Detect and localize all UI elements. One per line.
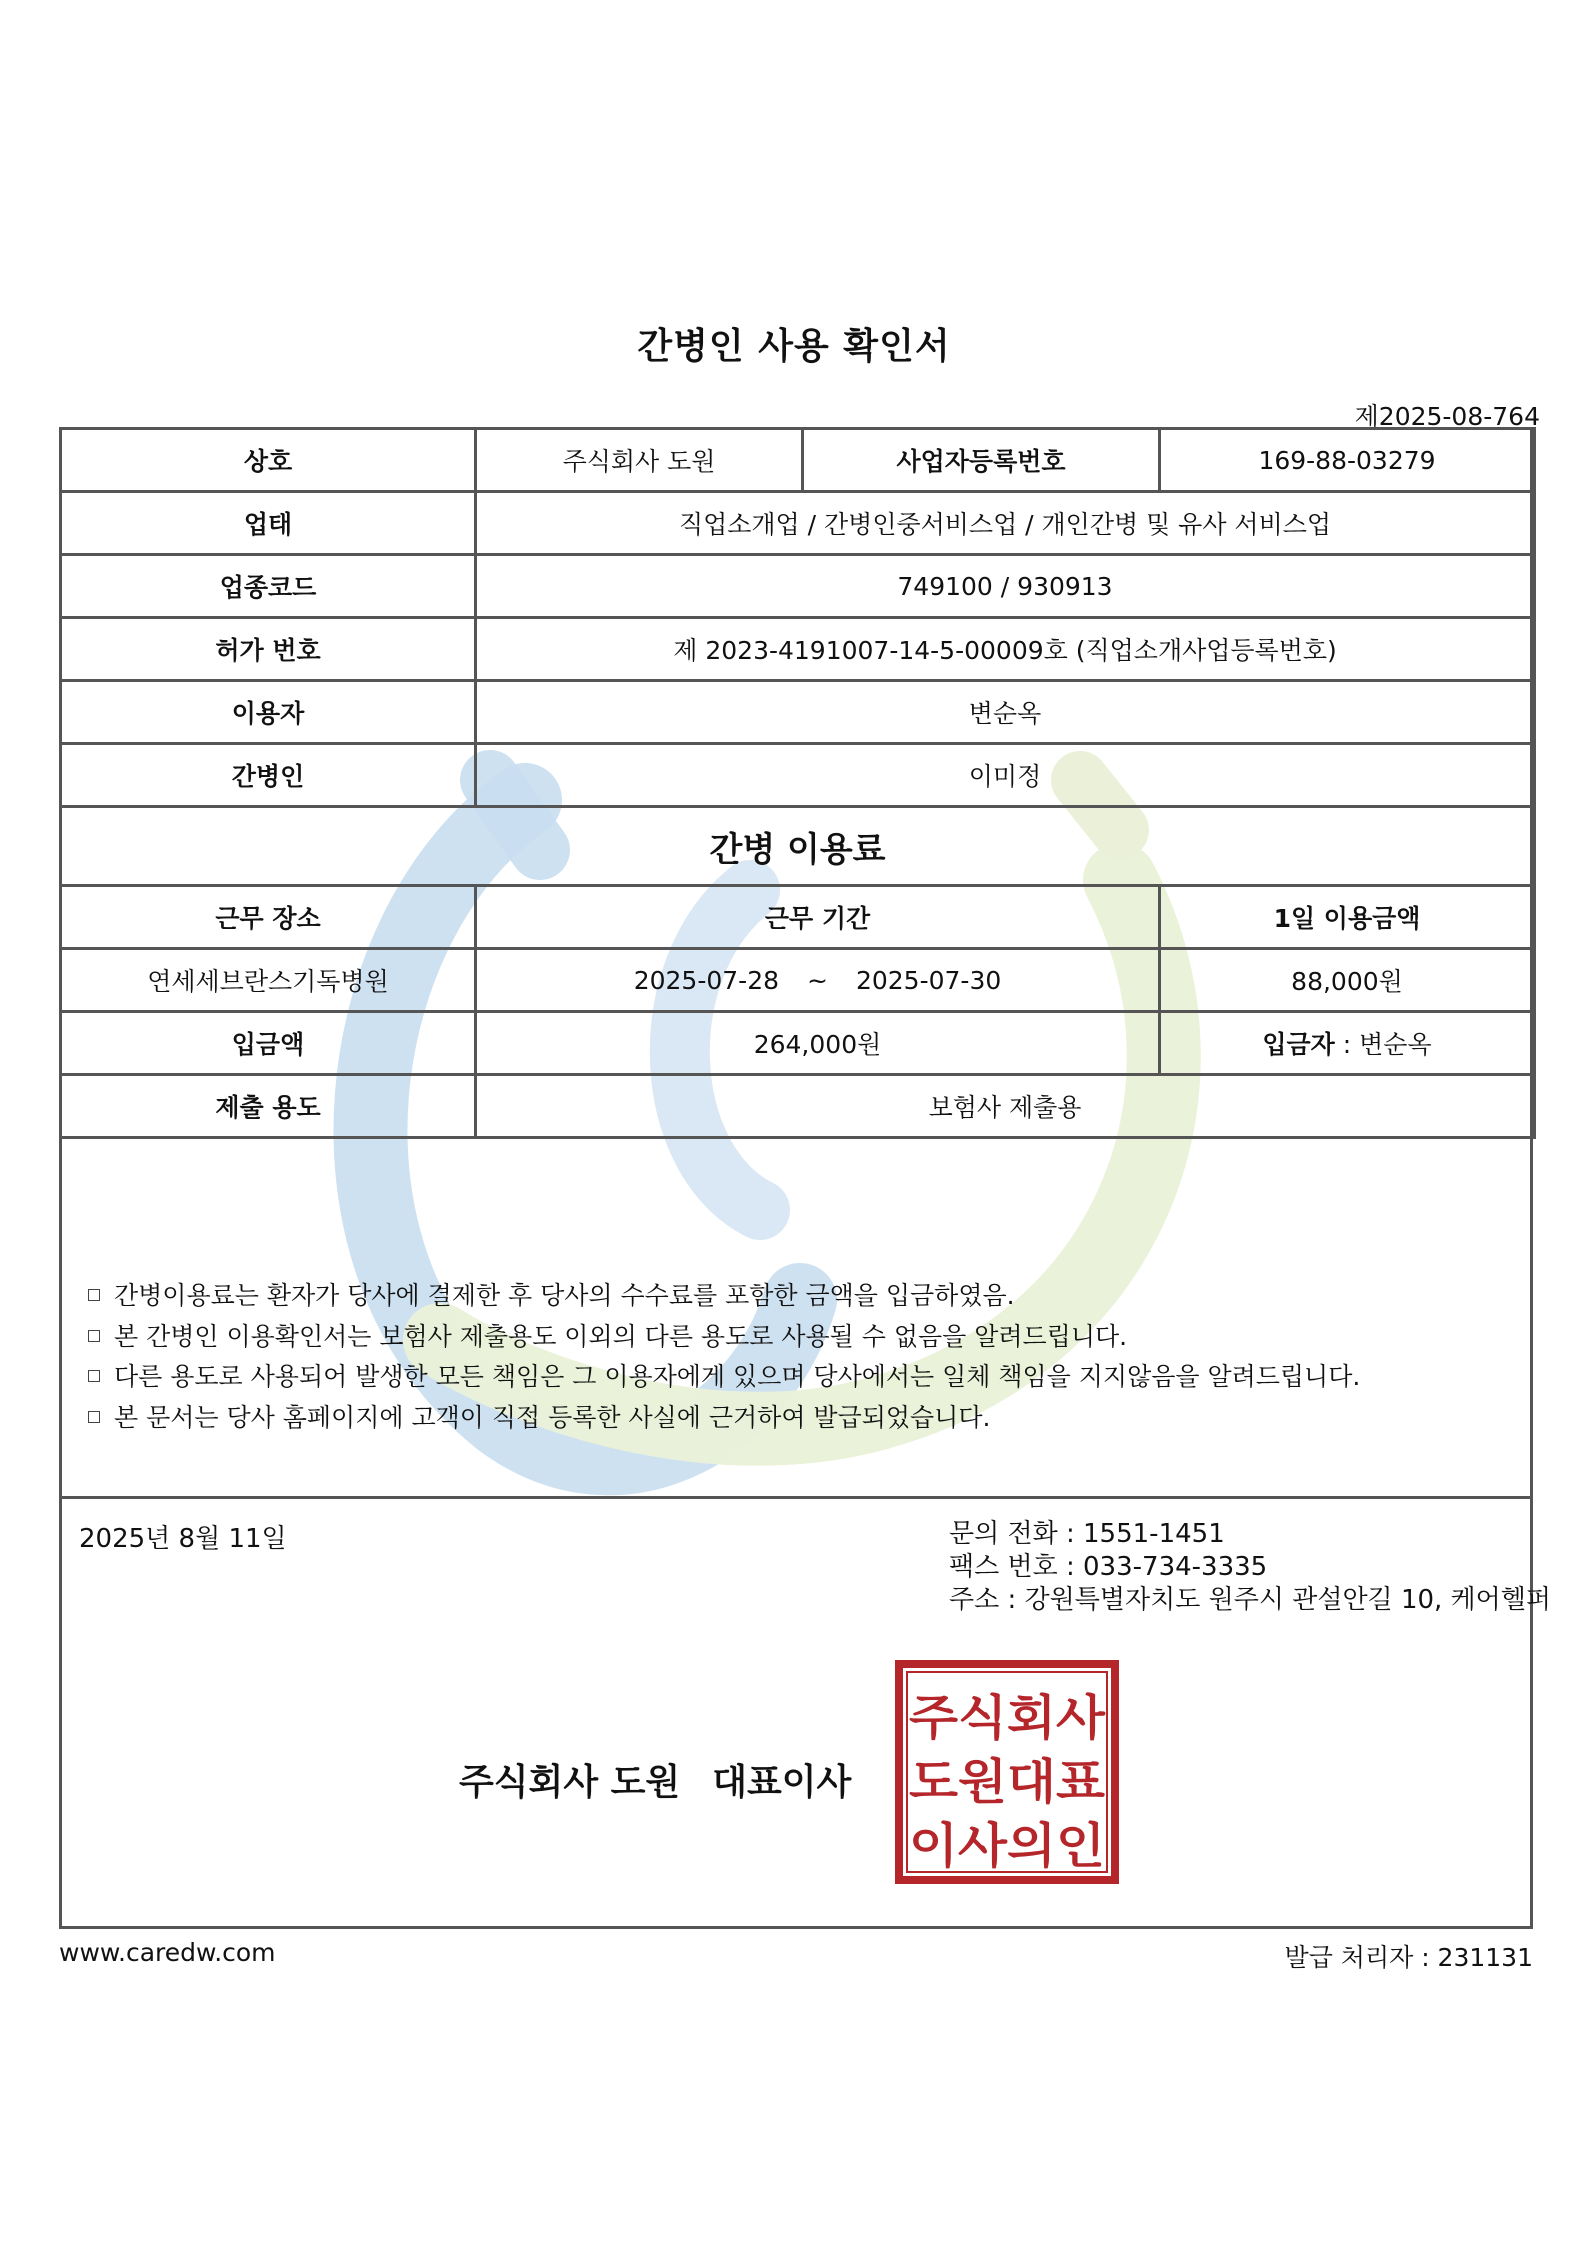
company-seal-icon bbox=[895, 1660, 1119, 1884]
depositor-cell bbox=[1160, 1012, 1535, 1075]
signature-line bbox=[459, 1754, 851, 1805]
workplace-label: 근무 장소 bbox=[61, 886, 476, 949]
note-text: 간병이용료는 환자가 당사에 결제한 후 당사의 수수료를 포함한 금액을 입금하였음. bbox=[114, 1281, 1015, 1310]
document-title: 간병인 사용 확인서 bbox=[637, 326, 951, 367]
daily-amount-value: 88,000원 bbox=[1160, 949, 1535, 1012]
caregiver-value: 이미정 bbox=[476, 744, 1535, 807]
document-number: 제2025-08-764 bbox=[1354, 402, 1540, 431]
row-business-type bbox=[61, 492, 1535, 555]
footer-divider bbox=[59, 1496, 1533, 1499]
period-value bbox=[476, 949, 1160, 1012]
period-tilde: ~ bbox=[807, 965, 828, 995]
note-item bbox=[88, 1357, 1360, 1398]
company-sign-name: 주식회사 도원 bbox=[459, 1762, 681, 1803]
square-bullet-icon bbox=[88, 1370, 100, 1382]
fee-section-title: 간병 이용료 bbox=[61, 807, 1535, 886]
row-trade-name bbox=[61, 429, 1535, 492]
row-fee-section bbox=[61, 807, 1535, 886]
notes-list bbox=[88, 1276, 1360, 1438]
period-end: 2025-07-30 bbox=[855, 965, 1002, 995]
phone-line: 문의 전화 : 1551-1451 bbox=[949, 1519, 1225, 1549]
trade-name-value: 주식회사 도원 bbox=[476, 429, 803, 492]
seal-line-2: 도원대표 bbox=[909, 1754, 1106, 1810]
industry-code-label: 업종코드 bbox=[61, 555, 476, 618]
daily-amount-label: 1일 이용금액 bbox=[1160, 886, 1535, 949]
row-deposit bbox=[61, 1012, 1535, 1075]
period-start: 2025-07-28 bbox=[633, 965, 780, 995]
deposit-value: 264,000원 bbox=[476, 1012, 1160, 1075]
license-label: 허가 번호 bbox=[61, 618, 476, 681]
industry-code-value: 749100 / 930913 bbox=[476, 555, 1535, 618]
square-bullet-icon bbox=[88, 1289, 100, 1301]
website-link[interactable]: www.caredw.com bbox=[59, 1938, 276, 1967]
square-bullet-icon bbox=[88, 1411, 100, 1423]
biz-reg-value: 169-88-03279 bbox=[1160, 429, 1535, 492]
contact-info bbox=[949, 1518, 1551, 1617]
user-label: 이용자 bbox=[61, 681, 476, 744]
business-type-value: 직업소개업 / 간병인중서비스업 / 개인간병 및 유사 서비스업 bbox=[476, 492, 1535, 555]
ceo-title: 대표이사 bbox=[712, 1762, 852, 1803]
depositor-value: : 변순옥 bbox=[1334, 1030, 1432, 1059]
period-label: 근무 기간 bbox=[476, 886, 1160, 949]
user-value: 변순옥 bbox=[476, 681, 1535, 744]
note-text: 본 간병인 이용확인서는 보험사 제출용도 이외의 다른 용도로 사용될 수 없음을 알려드립니다. bbox=[114, 1321, 1128, 1351]
note-item bbox=[88, 1398, 1360, 1439]
row-fee-headers bbox=[61, 886, 1535, 949]
row-caregiver bbox=[61, 744, 1535, 807]
note-text: 본 문서는 당사 홈페이지에 고객이 직접 등록한 사실에 근거하여 발급되었습니다. bbox=[114, 1402, 991, 1432]
trade-name-label: 상호 bbox=[61, 429, 476, 492]
seal-line-3: 이사의인 bbox=[909, 1818, 1105, 1874]
purpose-value: 보험사 제출용 bbox=[476, 1075, 1535, 1138]
note-item bbox=[88, 1317, 1360, 1358]
row-industry-code bbox=[61, 555, 1535, 618]
address-line: 주소 : 강원특별자치도 원주시 관설안길 10, 케어헬퍼 bbox=[949, 1585, 1552, 1615]
square-bullet-icon bbox=[88, 1330, 100, 1342]
biz-reg-label: 사업자등록번호 bbox=[803, 429, 1160, 492]
info-table bbox=[59, 427, 1536, 1139]
issuer-id: 발급 처리자 : 231131 bbox=[1284, 1943, 1533, 1972]
row-purpose bbox=[61, 1075, 1535, 1138]
fax-line: 팩스 번호 : 033-734-3335 bbox=[949, 1552, 1268, 1582]
row-license bbox=[61, 618, 1535, 681]
license-value: 제 2023-4191007-14-5-00009호 (직업소개사업등록번호) bbox=[476, 618, 1535, 681]
seal-line-1: 주식회사 bbox=[909, 1690, 1106, 1746]
row-user bbox=[61, 681, 1535, 744]
row-fee-values bbox=[61, 949, 1535, 1012]
business-type-label: 업태 bbox=[61, 492, 476, 555]
issue-date: 2025년 8월 11일 bbox=[79, 1524, 287, 1554]
deposit-label: 입금액 bbox=[61, 1012, 476, 1075]
caregiver-label: 간병인 bbox=[61, 744, 476, 807]
depositor-label: 입금자 bbox=[1262, 1030, 1335, 1059]
workplace-value: 연세세브란스기독병원 bbox=[61, 949, 476, 1012]
purpose-label: 제출 용도 bbox=[61, 1075, 476, 1138]
note-text: 다른 용도로 사용되어 발생한 모든 책임은 그 이용자에게 있으며 당사에서는 일체 책임을 지지않음을 알려드립니다. bbox=[114, 1362, 1361, 1391]
note-item bbox=[88, 1276, 1360, 1317]
